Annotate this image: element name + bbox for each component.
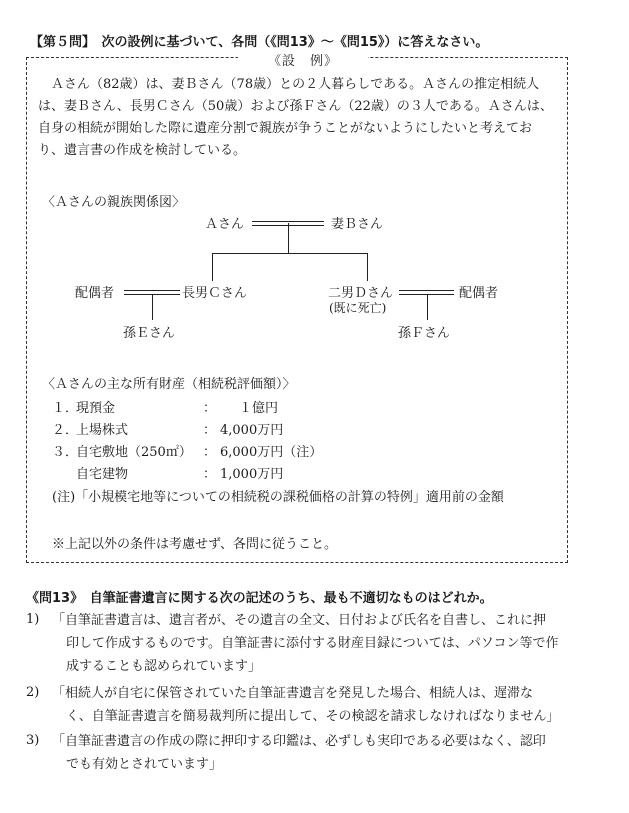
line-to-c	[212, 253, 213, 281]
asset-value-4: 1,000万円	[220, 467, 284, 482]
children-bar	[212, 253, 367, 254]
asset-no-2: ２．	[52, 423, 79, 438]
assets-note: (注)「小規模宅地等についての相続税の課税価格の計算の特例」適用前の金額	[52, 490, 504, 505]
assets-heading: 〈Ａさんの主な所有財産（相続税評価額）〉	[42, 377, 296, 392]
asset-colon-3: ：	[203, 445, 217, 460]
option-1-line-2: 印して作成するものです。自筆証書に添付する財産目録については、パソコン等で作	[66, 636, 559, 651]
option-1-num: 1)	[26, 612, 40, 627]
option-1-line-3: 成することも認められています」	[66, 659, 262, 674]
spouse-of-d: 配偶者	[459, 286, 499, 301]
option-3-num: 3)	[26, 733, 40, 748]
option-1-line-1: 「自筆証書遺言は、遺言者が、その遺言の全文、日付および氏名を自書し、これに押	[52, 613, 547, 628]
asset-colon-4: ：	[203, 467, 217, 482]
line-to-d	[367, 253, 368, 281]
descent-line-ab	[288, 223, 289, 253]
person-b: 妻Ｂさん	[331, 217, 384, 232]
question-title: 《問13》 自筆証書遺言に関する次の記述のうち、最も不適切なものはどれか。	[26, 591, 493, 606]
asset-value-1: １億円	[226, 401, 279, 416]
asset-no-3: ３．	[52, 445, 79, 460]
case-intro-line-1: Ａさん（82歳）は、妻Ｂさん（78歳）との２人暮らしである。Ａさんの推定相続人	[38, 77, 540, 92]
person-c: 長男Ｃさん	[182, 286, 248, 301]
option-2-num: 2)	[26, 685, 40, 700]
asset-name-3: 自宅敷地（250㎡）	[76, 445, 192, 460]
person-d: 二男Ｄさん	[328, 286, 394, 301]
line-to-e	[152, 294, 153, 320]
case-title: 《設 例》	[238, 50, 368, 66]
line-to-f	[427, 294, 428, 320]
case-intro-line-3: 自身の相続が開始した際に遺産分割で親族が争うことがないようにしたいと考えてお	[38, 121, 533, 136]
option-3-line-1: 「自筆証書遺言の作成の際に押印する印鑑は、必ずしも実印である必要はなく、認印	[52, 734, 546, 749]
asset-colon-2: ：	[203, 423, 217, 438]
person-a: Ａさん	[205, 217, 245, 232]
case-intro-line-2: は、妻Ｂさん、長男Ｃさん（50歳）および孫Ｆさん（22歳）の３人である。Ａさんは、	[38, 99, 553, 114]
asset-value-2: 4,000万円	[220, 423, 284, 438]
asset-name-1: 現預金	[76, 401, 116, 416]
spouse-of-c: 配偶者	[75, 286, 115, 301]
person-d-note: (既に死亡)	[329, 301, 387, 315]
asset-name-2: 上場株式	[76, 423, 129, 438]
asset-name-4: 自宅建物	[76, 467, 129, 482]
person-f: 孫Ｆさん	[398, 326, 451, 341]
asset-no-1: １．	[52, 401, 79, 416]
asset-colon-1: ：	[203, 401, 217, 416]
case-intro-line-4: り、遺言書の作成を検討している。	[38, 143, 247, 158]
person-e: 孫Ｅさん	[123, 326, 176, 341]
family-tree-heading: 〈Ａさんの親族関係図〉	[42, 195, 186, 210]
asset-value-3: 6,000万円（注）	[220, 445, 323, 460]
option-2-line-1: 「相続人が自宅に保管されていた自筆証書遺言を発見した場合、相続人は、遅滞な	[52, 686, 534, 701]
case-footnote: ※上記以外の条件は考慮せず、各問に従うこと。	[52, 537, 337, 552]
option-3-line-2: でも有効とされています」	[66, 757, 223, 772]
section-header: 【第５問】 次の設例に基づいて、各問（《問13》～《問15》）に答えなさい。	[30, 35, 489, 50]
option-2-line-2: く、自筆証書遺言を簡易裁判所に提出して、その検認を請求しなければなりません」	[66, 709, 560, 724]
